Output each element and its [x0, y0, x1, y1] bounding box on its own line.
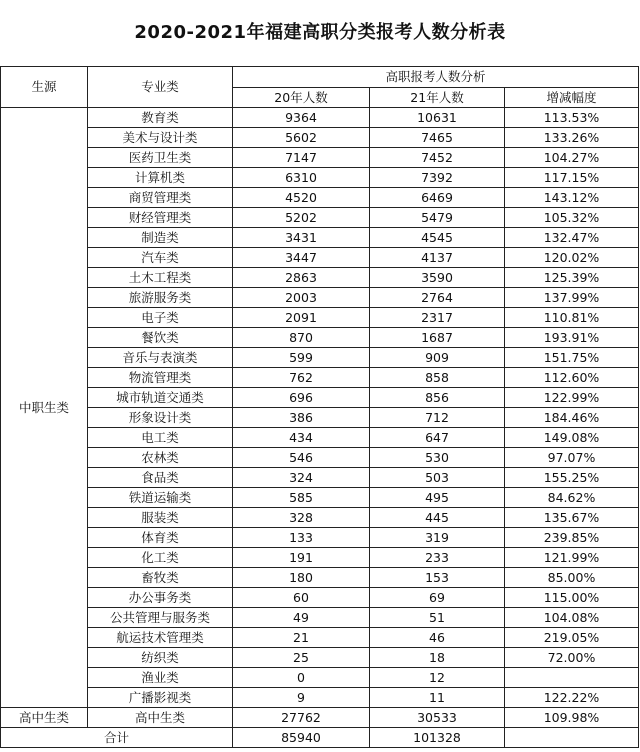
y20-cell: 870 [233, 328, 370, 348]
y21-cell: 12 [370, 668, 505, 688]
change-cell: 151.75% [505, 348, 639, 368]
group-label: 高中生类 [1, 708, 88, 728]
y21-cell: 10631 [370, 108, 505, 128]
table-row [1, 288, 639, 308]
change-cell: 132.47% [505, 228, 639, 248]
y21-cell: 4545 [370, 228, 505, 248]
table-row [1, 448, 639, 468]
change-cell: 117.15% [505, 168, 639, 188]
table-row [1, 488, 639, 508]
y21-cell: 46 [370, 628, 505, 648]
change-cell: 112.60% [505, 368, 639, 388]
table-row [1, 128, 639, 148]
group-label: 中职生类 [1, 108, 88, 708]
y21-cell: 7465 [370, 128, 505, 148]
y21-cell: 30533 [370, 708, 505, 728]
y20-cell: 27762 [233, 708, 370, 728]
table-row [1, 428, 639, 448]
major-cell: 服装类 [88, 508, 233, 528]
header-y20: 20年人数 [233, 88, 370, 108]
change-cell: 72.00% [505, 648, 639, 668]
y20-cell: 5202 [233, 208, 370, 228]
y21-cell: 1687 [370, 328, 505, 348]
total-change [505, 728, 639, 748]
enrollment-table [0, 66, 639, 748]
major-cell: 广播影视类 [88, 688, 233, 708]
change-cell: 122.22% [505, 688, 639, 708]
y20-cell: 696 [233, 388, 370, 408]
change-cell: 137.99% [505, 288, 639, 308]
y20-cell: 5602 [233, 128, 370, 148]
change-cell: 115.00% [505, 588, 639, 608]
y21-cell: 445 [370, 508, 505, 528]
y20-cell: 191 [233, 548, 370, 568]
change-cell: 97.07% [505, 448, 639, 468]
y20-cell: 328 [233, 508, 370, 528]
y20-cell: 180 [233, 568, 370, 588]
major-cell: 形象设计类 [88, 408, 233, 428]
y20-cell: 2091 [233, 308, 370, 328]
table-row [1, 648, 639, 668]
y20-cell: 762 [233, 368, 370, 388]
y21-cell: 5479 [370, 208, 505, 228]
y20-cell: 2003 [233, 288, 370, 308]
change-cell: 104.08% [505, 608, 639, 628]
change-cell: 193.91% [505, 328, 639, 348]
table-row [1, 368, 639, 388]
table-row [1, 528, 639, 548]
major-cell: 航运技术管理类 [88, 628, 233, 648]
table-row [1, 328, 639, 348]
table-row [1, 228, 639, 248]
y20-cell: 4520 [233, 188, 370, 208]
major-cell: 财经管理类 [88, 208, 233, 228]
change-cell: 239.85% [505, 528, 639, 548]
table-row [1, 248, 639, 268]
change-cell: 120.02% [505, 248, 639, 268]
header-y21: 21年人数 [370, 88, 505, 108]
major-cell: 体育类 [88, 528, 233, 548]
y21-cell: 858 [370, 368, 505, 388]
change-cell: 135.67% [505, 508, 639, 528]
table-row [1, 568, 639, 588]
change-cell: 109.98% [505, 708, 639, 728]
y21-cell: 7452 [370, 148, 505, 168]
y21-cell: 153 [370, 568, 505, 588]
major-cell: 食品类 [88, 468, 233, 488]
header-analysis: 高职报考人数分析 [233, 67, 639, 88]
major-cell: 土木工程类 [88, 268, 233, 288]
y21-cell: 319 [370, 528, 505, 548]
table-row [1, 688, 639, 708]
y21-cell: 4137 [370, 248, 505, 268]
major-cell: 电子类 [88, 308, 233, 328]
y21-cell: 712 [370, 408, 505, 428]
change-cell: 121.99% [505, 548, 639, 568]
change-cell: 143.12% [505, 188, 639, 208]
major-cell: 美术与设计类 [88, 128, 233, 148]
change-cell: 149.08% [505, 428, 639, 448]
y21-cell: 233 [370, 548, 505, 568]
total-y20: 85940 [233, 728, 370, 748]
y21-cell: 495 [370, 488, 505, 508]
total-row [1, 728, 639, 748]
table-row [1, 628, 639, 648]
header-row-1 [1, 67, 639, 88]
major-cell: 商贸管理类 [88, 188, 233, 208]
y20-cell: 434 [233, 428, 370, 448]
change-cell: 219.05% [505, 628, 639, 648]
major-cell: 制造类 [88, 228, 233, 248]
change-cell: 133.26% [505, 128, 639, 148]
y21-cell: 2764 [370, 288, 505, 308]
y20-cell: 324 [233, 468, 370, 488]
table-row [1, 148, 639, 168]
change-cell: 125.39% [505, 268, 639, 288]
table-row [1, 708, 639, 728]
y20-cell: 21 [233, 628, 370, 648]
table-row [1, 468, 639, 488]
major-cell: 公共管理与服务类 [88, 608, 233, 628]
y20-cell: 133 [233, 528, 370, 548]
change-cell [505, 668, 639, 688]
major-cell: 旅游服务类 [88, 288, 233, 308]
y20-cell: 2863 [233, 268, 370, 288]
change-cell: 155.25% [505, 468, 639, 488]
major-cell: 教育类 [88, 108, 233, 128]
y20-cell: 546 [233, 448, 370, 468]
major-cell: 城市轨道交通类 [88, 388, 233, 408]
table-row [1, 268, 639, 288]
major-cell: 医药卫生类 [88, 148, 233, 168]
table-row [1, 408, 639, 428]
major-cell: 办公事务类 [88, 588, 233, 608]
change-cell: 105.32% [505, 208, 639, 228]
table-row [1, 348, 639, 368]
change-cell: 84.62% [505, 488, 639, 508]
y20-cell: 49 [233, 608, 370, 628]
table-row [1, 608, 639, 628]
table-row [1, 108, 639, 128]
y20-cell: 9 [233, 688, 370, 708]
change-cell: 184.46% [505, 408, 639, 428]
major-cell: 畜牧类 [88, 568, 233, 588]
table-row [1, 388, 639, 408]
table-row [1, 168, 639, 188]
y21-cell: 856 [370, 388, 505, 408]
change-cell: 85.00% [505, 568, 639, 588]
major-cell: 电工类 [88, 428, 233, 448]
header-source: 生源 [1, 67, 88, 108]
y20-cell: 3431 [233, 228, 370, 248]
major-cell: 汽车类 [88, 248, 233, 268]
major-cell: 纺织类 [88, 648, 233, 668]
y21-cell: 7392 [370, 168, 505, 188]
table-row [1, 188, 639, 208]
header-change: 增减幅度 [505, 88, 639, 108]
major-cell: 物流管理类 [88, 368, 233, 388]
y20-cell: 9364 [233, 108, 370, 128]
y20-cell: 60 [233, 588, 370, 608]
table-row [1, 588, 639, 608]
y21-cell: 909 [370, 348, 505, 368]
major-cell: 计算机类 [88, 168, 233, 188]
table-row [1, 508, 639, 528]
y21-cell: 6469 [370, 188, 505, 208]
major-cell: 铁道运输类 [88, 488, 233, 508]
total-y21: 101328 [370, 728, 505, 748]
change-cell: 110.81% [505, 308, 639, 328]
major-cell: 高中生类 [88, 708, 233, 728]
y20-cell: 7147 [233, 148, 370, 168]
table-row [1, 548, 639, 568]
y21-cell: 530 [370, 448, 505, 468]
header-major: 专业类 [88, 67, 233, 108]
change-cell: 122.99% [505, 388, 639, 408]
y21-cell: 69 [370, 588, 505, 608]
y21-cell: 18 [370, 648, 505, 668]
major-cell: 渔业类 [88, 668, 233, 688]
major-cell: 化工类 [88, 548, 233, 568]
y21-cell: 503 [370, 468, 505, 488]
y20-cell: 25 [233, 648, 370, 668]
page-title: 2020-2021年福建高职分类报考人数分析表 [134, 22, 506, 43]
y20-cell: 0 [233, 668, 370, 688]
major-cell: 餐饮类 [88, 328, 233, 348]
y20-cell: 3447 [233, 248, 370, 268]
table-row [1, 668, 639, 688]
y20-cell: 599 [233, 348, 370, 368]
y21-cell: 11 [370, 688, 505, 708]
y21-cell: 2317 [370, 308, 505, 328]
y20-cell: 585 [233, 488, 370, 508]
y21-cell: 647 [370, 428, 505, 448]
change-cell: 113.53% [505, 108, 639, 128]
y21-cell: 3590 [370, 268, 505, 288]
table-row [1, 308, 639, 328]
change-cell: 104.27% [505, 148, 639, 168]
major-cell: 农林类 [88, 448, 233, 468]
y21-cell: 51 [370, 608, 505, 628]
y20-cell: 6310 [233, 168, 370, 188]
y20-cell: 386 [233, 408, 370, 428]
table-row [1, 208, 639, 228]
total-label: 合计 [1, 728, 233, 748]
major-cell: 音乐与表演类 [88, 348, 233, 368]
